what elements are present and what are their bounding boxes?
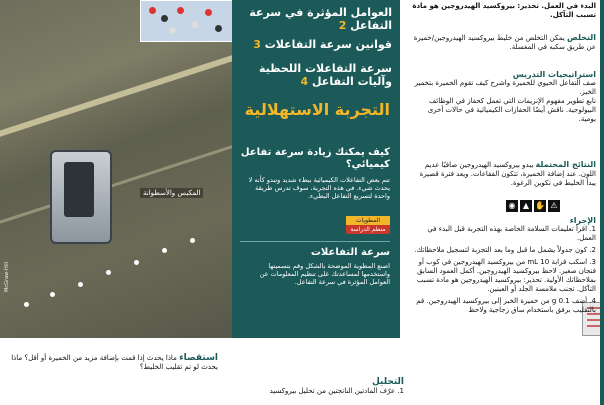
molecule-icon	[177, 7, 184, 14]
strategy-item: تابع تطوير مفهوم الإنزيمات التي تعمل كحفاز في الوظائف البيولوجية. ناقش أيضًا الحفازات الكيميائية في حالات أخرى يومية.	[427, 97, 596, 123]
strategies-block: استراتيجيات التدريس صف التفاعل الحيوي للخميرة واشرح كيف تقوم الخميرة بتخمير الخبز. تابع تطوير مفهوم الإنزيمات التي تعمل كحفاز في الوظائف البيولوجية. ناقش أيضًا الحفازات الكيميائية في حالات أخرى يومية.	[410, 70, 596, 124]
road-marking	[0, 129, 232, 234]
procedure-block: الإجراء 1. اقرأ تعليمات السلامة الخاصة بهذه التجربة قبل البدء في العمل. 2. كون جدولاً يشمل ما قبل وما بعد التجربة لتسجيل ملاحظاتك. 3. اسكب قرابة 10 mL من بيروكسيد الهيدروجين في كوب أو فنجان صغير. لاحظ بيروكسيد الهيدروجين. أكمل العمود السابق بملاحظاتك الأولية. تحذير: بيروكسيد الهيدروجين هو مادة تسبب التآكل. تجنب ملامسة الجلد أو العينين. 4. أضف 0.1 g من خميرة الخبز إلى بيروكسيد الهيدروجين. قم بالتقليب برفق باستخدام ساق زجاجية ولاحظ	[410, 216, 596, 318]
photo-credit: McGraw-Hill	[4, 262, 10, 292]
chapter-panel	[232, 0, 400, 338]
launch-lab-title: التجربة الاستهلالية	[244, 100, 390, 119]
procedure-step: 1. اقرأ تعليمات السلامة الخاصة بهذه التجربة قبل البدء في العمل.	[427, 225, 596, 242]
gloves-icon: ✋	[535, 201, 545, 210]
lab-coat-icon: ▲	[520, 200, 532, 212]
strategy-item: صف التفاعل الحيوي للخميرة واشرح كيف تقوم الخميرة بتخمير الخبز.	[414, 79, 596, 96]
foldable-description: اصنع المطوية الموضحة بالشكل وقم بتسميتها واستخدمها لمساعدتك على تنظيم المعلومات عن العوامل المؤثرة في سرعة التفاعل.	[259, 262, 390, 286]
foldable-title: سرعة التفاعلات	[310, 247, 390, 258]
section-item-4[interactable]: سرعة التفاعلات اللحظية وآليات التفاعل 4	[258, 62, 392, 88]
road-marking	[0, 39, 232, 147]
teacher-notes-column	[408, 0, 600, 405]
procedure-step: 3. اسكب قرابة 10 mL من بيروكسيد الهيدروجين في كوب أو فنجان صغير. لاحظ بيروكسيد الهيدروجين. أكمل العمود السابق بملاحظاتك الأولية. تحذير: بيروكسيد الهيدروجين هو مادة تسبب التآكل. تجنب ملامسة الجلد أو العينين.	[416, 258, 596, 293]
procedure-step: 2. كون جدولاً يشمل ما قبل وما بعد التجربة لتسجيل ملاحظاتك.	[414, 246, 596, 254]
goggles-icon: ◉	[506, 200, 518, 212]
inquiry-block: استقصاء ماذا يحدث إذا قمت بإضافة مزيد من الخميرة أو أقل؟ ماذا يحدث لو تم تقليب الخليط؟	[11, 353, 218, 371]
engine-photo	[0, 0, 232, 338]
lab-question: كيف يمكنك زيادة سرعة تفاعل كيميائي؟	[240, 147, 390, 170]
analysis-block: التحليل 1. عرّف المادتين الناتجتين من تحليل بيروكسيد	[269, 377, 404, 395]
foldables-badge: المطويات منظم الدراسة	[346, 216, 390, 234]
warning-text: البدء في العمل. تحذير: بيروكسيد الهيدروجين هو مادة تسبب التآكل.	[412, 2, 596, 19]
bottom-strip	[0, 338, 408, 405]
edge-bar	[600, 0, 604, 405]
piston-cylinder-illustration	[50, 150, 112, 244]
molecule-icon	[161, 15, 168, 22]
molecule-icon	[205, 9, 212, 16]
molecule-icon	[149, 7, 156, 14]
lab-description: تتم بعض التفاعلات الكيميائية ببطء شديد وتبدو كأنه لا يحدث شيء. في هذه التجربة، سوف تدرس طريقة واحدة لتسريع التفاعل البطيء.	[248, 176, 390, 200]
disposal-block: التخلص يمكن التخلص من خليط بيروكسيد الهيدروجين/خميرة عن طريق سكبه في المغسلة.	[413, 33, 596, 51]
molecule-icon	[215, 25, 222, 32]
dotted-path	[20, 232, 220, 312]
molecule-icon	[169, 27, 176, 34]
engine-label: المكبس والأسطوانة	[140, 188, 203, 198]
expected-results-block: النتائج المحتملة يبدو بيروكسيد الهيدروجين صافيًا عديم اللون. عند إضافة الخميرة، تتكون الفقاعات. ويعد فترة قصيرة يبدأ الخليط في تكوين الرغوة.	[419, 160, 596, 187]
divider	[240, 241, 390, 242]
section-item-3[interactable]: قوانين سرعة التفاعلات 3	[253, 38, 392, 51]
section-item-2[interactable]: العوامل المؤثرة في سرعة التفاعل 2	[249, 6, 392, 32]
molecule-icon	[191, 21, 198, 28]
procedure-step: 4. أضف 0.1 g من خميرة الخبز إلى بيروكسيد الهيدروجين. قم بالتقليب برفق باستخدام ساق زجاجية ولاحظ	[416, 297, 596, 314]
corrosive-icon: ⚠	[548, 200, 560, 212]
molecule-inset	[140, 0, 232, 42]
safety-icons	[506, 200, 560, 212]
